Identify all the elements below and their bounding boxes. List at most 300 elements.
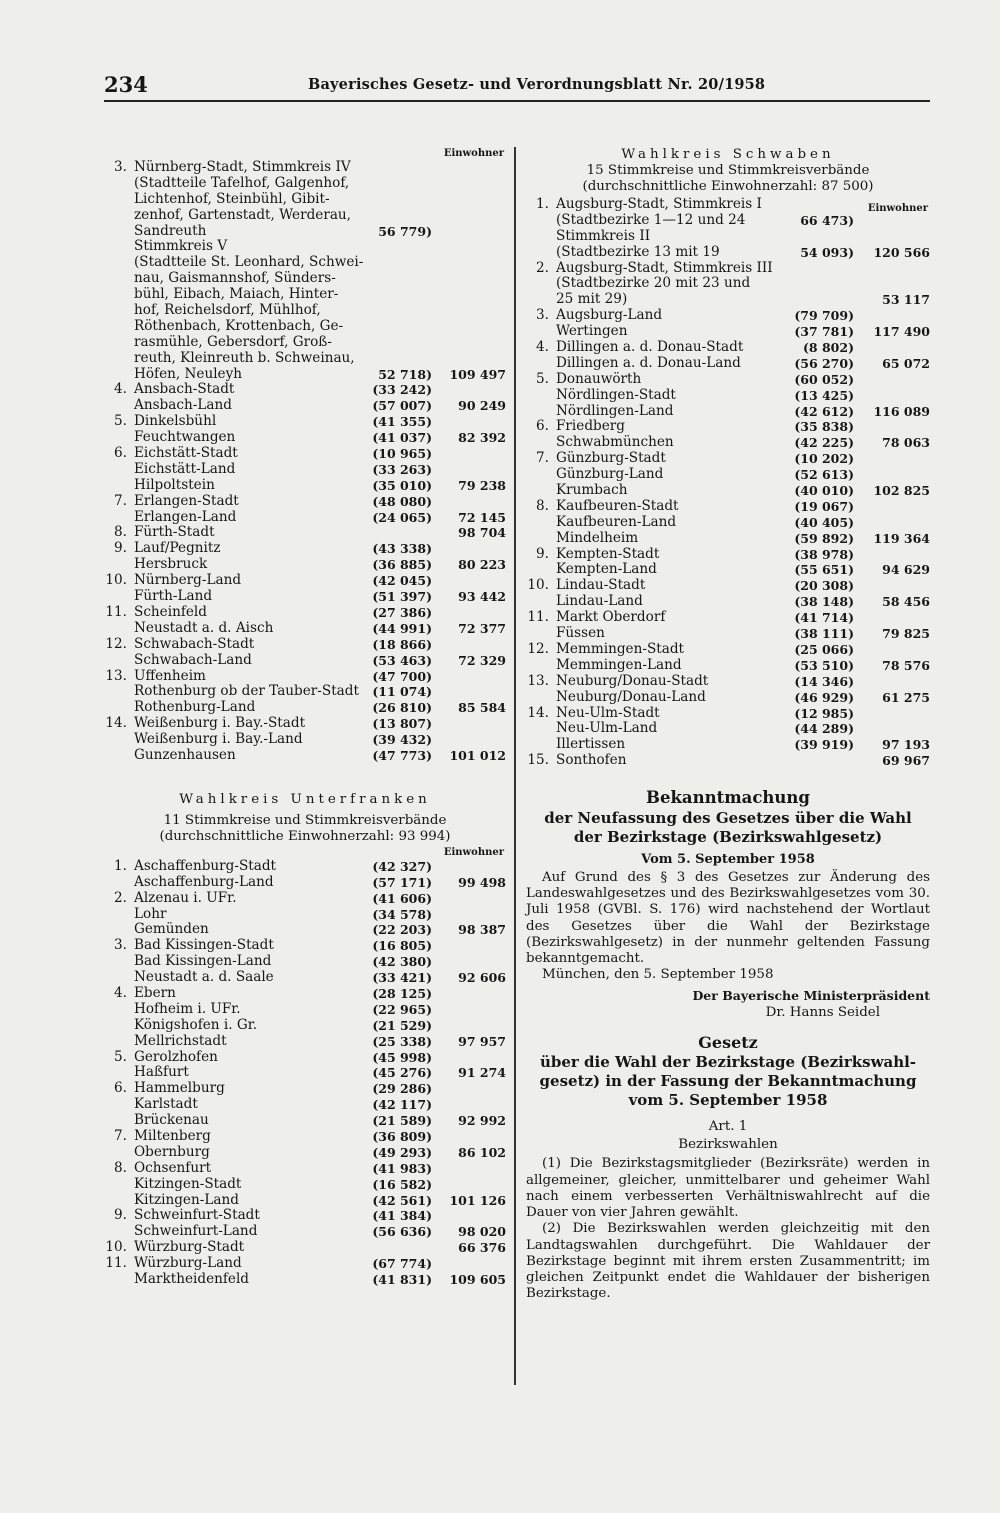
row-number: 8. (114, 1159, 127, 1176)
right-column (526, 146, 930, 1302)
constituency-total: 97 193 (882, 737, 930, 753)
left-column (104, 146, 506, 1288)
district-population: (26 810) (372, 700, 432, 716)
constituency-total: 72 329 (458, 652, 506, 668)
district-name: Gemünden (134, 921, 209, 938)
district-name: Donauwörth (556, 370, 642, 387)
district-population: (13 425) (794, 387, 854, 403)
district-row (104, 573, 506, 589)
district-row (104, 176, 506, 192)
district-population: (16 582) (372, 1176, 432, 1192)
district-row (104, 303, 506, 319)
district-row (526, 324, 930, 340)
gesetz-title: Gesetz (698, 1033, 758, 1053)
district-population: (41 606) (372, 890, 432, 906)
district-population: (59 892) (794, 530, 854, 546)
district-name: Friedberg (556, 418, 625, 435)
district-name: Obernburg (134, 1143, 210, 1160)
constituency-total: 69 967 (882, 753, 930, 769)
constituency-total: 98 020 (458, 1224, 506, 1240)
row-number: 4. (114, 381, 127, 398)
district-name: Aschaffenburg-Land (134, 873, 274, 890)
wahlkreis-subtitle: 11 Stimmkreise und Stimmkreisverbände (163, 812, 447, 828)
row-number: 4. (536, 339, 549, 356)
district-row (104, 1161, 506, 1177)
row-number: 1. (114, 857, 127, 874)
district-row (526, 261, 930, 277)
district-row (104, 208, 506, 224)
district-name: Ochsenfurt (134, 1159, 212, 1176)
district-row (104, 605, 506, 621)
district-population: (33 242) (372, 382, 432, 398)
district-name: (Stadtbezirke 20 mit 23 und (556, 275, 751, 292)
district-row (104, 1193, 506, 1209)
district-row (526, 245, 930, 261)
district-population: 54 093) (800, 244, 854, 260)
row-number: 6. (114, 445, 127, 462)
district-name: Scheinfeld (134, 603, 207, 620)
district-name: Sandreuth (134, 222, 207, 239)
district-row (104, 859, 506, 875)
district-row (104, 351, 506, 367)
constituency-total: 86 102 (458, 1144, 506, 1160)
gesetz-subtitle: gesetz) in der Fassung der Bekanntmachung (539, 1072, 917, 1091)
district-row (526, 626, 930, 642)
district-population: (40 010) (794, 483, 854, 499)
district-name: Königshofen i. Gr. (134, 1016, 258, 1033)
district-row (526, 419, 930, 435)
district-population: (25 066) (794, 641, 854, 657)
district-name: Günzburg-Land (556, 466, 664, 483)
district-name: Uffenheim (134, 667, 206, 684)
district-row (104, 1208, 506, 1224)
row-number: 7. (114, 1127, 127, 1144)
district-row (526, 276, 930, 292)
district-name: Augsburg-Stadt, Stimmkreis I (556, 196, 762, 212)
district-name: Lohr (134, 905, 167, 922)
district-name: Gerolzhofen (134, 1048, 218, 1065)
row-number: 8. (536, 497, 549, 514)
district-name: Kempten-Land (556, 561, 657, 578)
district-population: (42 117) (372, 1097, 432, 1113)
district-name: nau, Gaismannshof, Sünders- (134, 270, 336, 287)
district-name: Aschaffenburg-Stadt (134, 857, 277, 874)
district-row (526, 229, 930, 245)
district-population: (52 613) (794, 467, 854, 483)
district-name: Würzburg-Stadt (134, 1239, 245, 1256)
district-name: bühl, Eibach, Maiach, Hinter- (134, 286, 339, 303)
row-number: 5. (536, 370, 549, 387)
district-row (526, 308, 930, 324)
district-row (526, 499, 930, 515)
district-row (526, 372, 930, 388)
district-name: Eichstätt-Land (134, 460, 236, 477)
district-name: Lindau-Stadt (556, 577, 646, 594)
district-name: Schwabach-Stadt (134, 635, 255, 652)
district-population: 66 473) (800, 212, 854, 228)
district-name: Lindau-Land (556, 593, 643, 610)
district-row (104, 287, 506, 303)
district-population: (45 276) (372, 1065, 432, 1081)
district-population: (56 270) (794, 355, 854, 371)
gesetz-subtitle: über die Wahl der Bezirkstage (Bezirkswahl- (539, 1053, 917, 1072)
constituency-total: 120 566 (873, 244, 930, 260)
district-name: reuth, Kleinreuth b. Schweinau, (134, 349, 355, 366)
district-name: Feuchtwangen (134, 429, 236, 446)
district-name: Rothenburg ob der Tauber-Stadt (134, 683, 359, 700)
district-row (104, 986, 506, 1002)
einwohner-label: Einwohner (867, 203, 928, 214)
district-row (526, 467, 930, 483)
district-row (104, 700, 506, 716)
constituency-total: 109 497 (449, 366, 506, 382)
district-population: (36 809) (372, 1128, 432, 1144)
district-name: Illertissen (556, 736, 626, 753)
district-row (104, 732, 506, 748)
district-row (104, 1256, 506, 1272)
district-name: Erlangen-Land (134, 508, 237, 525)
row-number: 11. (527, 609, 549, 626)
district-population: (12 985) (794, 705, 854, 721)
district-population: (21 529) (372, 1017, 432, 1033)
district-population: (42 225) (794, 435, 854, 451)
district-row (104, 1002, 506, 1018)
district-population: (18 866) (372, 636, 432, 652)
schwaben-list (526, 195, 930, 769)
district-population: (47 700) (372, 668, 432, 684)
district-name: Karlstadt (134, 1096, 198, 1113)
district-row (526, 451, 930, 467)
district-name: Höfen, Neuleyh (134, 365, 243, 382)
district-population: (38 111) (794, 626, 854, 642)
district-name: Kitzingen-Stadt (134, 1175, 242, 1192)
district-name: Augsburg-Land (556, 307, 663, 324)
row-number: 3. (536, 307, 549, 324)
constituency-total: 78 063 (882, 435, 930, 451)
einwohner-header (104, 146, 506, 160)
bekanntmachung-date: Vom 5. September 1958 (641, 852, 815, 868)
district-population: (19 067) (794, 498, 854, 514)
district-row (526, 356, 930, 372)
district-population: (27 386) (372, 604, 432, 620)
constituency-total: 85 584 (458, 700, 506, 716)
district-name: Neuburg/Donau-Stadt (556, 672, 709, 689)
constituency-total: 102 825 (873, 483, 930, 499)
district-row (104, 224, 506, 240)
bekanntmachung-title: Bekanntmachung (646, 788, 810, 808)
district-row (526, 706, 930, 722)
district-row (526, 658, 930, 674)
row-number: 7. (536, 450, 549, 467)
district-name: Schweinfurt-Land (134, 1223, 258, 1240)
district-row (526, 610, 930, 626)
district-population: (41 037) (372, 430, 432, 446)
district-population: (39 432) (372, 732, 432, 748)
district-name: Dillingen a. d. Donau-Stadt (556, 339, 744, 356)
district-population: (25 338) (372, 1033, 432, 1049)
district-name: Kaufbeuren-Land (556, 513, 677, 530)
wahlkreis-subtitle: (durchschnittliche Einwohnerzahl: 93 994) (159, 828, 451, 844)
district-row (526, 404, 930, 420)
district-row (104, 255, 506, 271)
district-population: (39 919) (794, 737, 854, 753)
district-population: (53 463) (372, 652, 432, 668)
constituency-total: 94 629 (882, 562, 930, 578)
district-population: (56 636) (372, 1224, 432, 1240)
district-row (104, 1224, 506, 1240)
district-population: (28 125) (372, 985, 432, 1001)
district-name: Bad Kissingen-Land (134, 953, 272, 970)
article-title: Bezirkswahlen (678, 1137, 778, 1153)
district-row (526, 435, 930, 451)
district-name: Kempten-Stadt (556, 545, 660, 562)
district-row (526, 483, 930, 499)
constituency-total: 79 238 (458, 477, 506, 493)
district-population: (45 998) (372, 1049, 432, 1065)
district-row (104, 1129, 506, 1145)
district-row (526, 531, 930, 547)
district-row (526, 690, 930, 706)
district-row (104, 478, 506, 494)
row-number: 3. (114, 159, 127, 175)
wahlkreis-subtitle: (durchschnittliche Einwohnerzahl: 87 500) (582, 179, 874, 194)
row-number: 11. (105, 1255, 127, 1272)
district-row (104, 430, 506, 446)
row-number: 7. (114, 492, 127, 509)
district-row (104, 1145, 506, 1161)
constituency-total: 72 377 (458, 620, 506, 636)
bekanntmachung-subtitle: der Bezirkstage (Bezirkswahlgesetz) (573, 828, 883, 847)
district-row (104, 541, 506, 557)
einwohner-label: Einwohner (443, 846, 504, 858)
district-name: Neustadt a. d. Saale (134, 969, 274, 986)
constituency-total: 78 576 (882, 657, 930, 673)
district-row (526, 721, 930, 737)
district-name: hof, Reichelsdorf, Mühlhof, (134, 302, 321, 319)
column-divider (514, 147, 516, 1385)
page-number: 234 (104, 72, 148, 97)
district-name: Augsburg-Stadt, Stimmkreis III (556, 259, 773, 276)
district-population: (53 510) (794, 657, 854, 673)
row-number: 6. (536, 418, 549, 435)
district-population: (22 965) (372, 1001, 432, 1017)
district-name: Nürnberg-Land (134, 572, 242, 589)
district-population: (41 714) (794, 610, 854, 626)
district-population: (79 709) (794, 308, 854, 324)
district-row (104, 907, 506, 923)
district-row (104, 462, 506, 478)
district-row (104, 525, 506, 541)
district-name: Günzburg-Stadt (556, 450, 666, 467)
constituency-total: 80 223 (458, 557, 506, 573)
wahlkreis-title: Wahlkreis Unterfranken (179, 791, 431, 807)
unterfranken-list (104, 859, 506, 1288)
district-row (104, 271, 506, 287)
district-row (526, 547, 930, 563)
district-name: Markt Oberdorf (556, 609, 666, 626)
row-number: 4. (114, 984, 127, 1001)
district-population: (49 293) (372, 1144, 432, 1160)
mittelfranken-list (104, 160, 506, 764)
district-row (104, 637, 506, 653)
district-name: Memmingen-Stadt (556, 640, 684, 657)
district-row (104, 446, 506, 462)
district-name: Nürnberg-Stadt, Stimmkreis IV (134, 159, 351, 175)
district-name: rasmühle, Gebersdorf, Groß- (134, 333, 332, 350)
district-name: Nördlingen-Stadt (556, 386, 676, 403)
row-number: 2. (536, 259, 549, 276)
district-population: (42 380) (372, 954, 432, 970)
row-number: 12. (105, 635, 127, 652)
district-name: Fürth-Stadt (134, 524, 215, 541)
district-population: (41 831) (372, 1272, 432, 1287)
row-number: 3. (114, 937, 127, 954)
district-name: Kaufbeuren-Stadt (556, 497, 679, 514)
district-name: Schwabach-Land (134, 651, 252, 668)
constituency-total: 91 274 (458, 1065, 506, 1081)
row-number: 10. (105, 1239, 127, 1256)
district-population: (41 384) (372, 1208, 432, 1224)
district-row (104, 319, 506, 335)
district-name: Kitzingen-Land (134, 1191, 239, 1208)
constituency-total: 99 498 (458, 874, 506, 890)
district-name: Memmingen-Land (556, 656, 682, 673)
district-row (526, 340, 930, 356)
district-row (104, 510, 506, 526)
constituency-total: 98 704 (458, 525, 506, 541)
district-name: Füssen (556, 625, 605, 642)
constituency-total: 58 456 (882, 594, 930, 610)
constituency-total: 101 012 (449, 747, 506, 763)
district-name: Gunzenhausen (134, 746, 236, 763)
district-population: (51 397) (372, 589, 432, 605)
district-row (104, 875, 506, 891)
district-name: Fürth-Land (134, 588, 213, 605)
district-population: (13 807) (372, 716, 432, 732)
district-population: (60 052) (794, 371, 854, 387)
district-name: Alzenau i. UFr. (134, 889, 237, 906)
district-population: (8 802) (803, 340, 854, 356)
district-name: Haßfurt (134, 1064, 189, 1081)
district-name: Neu-Ulm-Stadt (556, 704, 660, 721)
district-population: (57 007) (372, 398, 432, 414)
district-row (104, 684, 506, 700)
district-population: (33 421) (372, 970, 432, 986)
district-row (104, 398, 506, 414)
constituency-total: 90 249 (458, 398, 506, 414)
district-row (104, 367, 506, 383)
constituency-total: 72 145 (458, 509, 506, 525)
signer-title: Der Bayerische Ministerpräsident (692, 988, 930, 1004)
district-population: (36 885) (372, 557, 432, 573)
district-name: Eichstätt-Stadt (134, 445, 238, 462)
constituency-total: 53 117 (882, 292, 930, 308)
district-name: Hilpoltstein (134, 476, 215, 493)
district-row (104, 1272, 506, 1288)
row-number: 1. (536, 196, 549, 212)
constituency-total: 98 387 (458, 922, 506, 938)
constituency-total: 109 605 (449, 1272, 506, 1287)
district-name: Weißenburg i. Bay.-Land (134, 731, 303, 748)
constituency-total: 119 364 (873, 530, 930, 546)
district-name: Neu-Ulm-Land (556, 720, 658, 737)
district-name: (Stadtteile St. Leonhard, Schwei- (134, 254, 364, 271)
constituency-total: 97 957 (458, 1033, 506, 1049)
district-row (526, 594, 930, 610)
district-population: (16 805) (372, 938, 432, 954)
constituency-total: 92 992 (458, 1113, 506, 1129)
district-row (104, 891, 506, 907)
row-number: 5. (114, 413, 127, 430)
district-population: (41 983) (372, 1160, 432, 1176)
district-population: (11 074) (372, 684, 432, 700)
row-number: 9. (536, 545, 549, 562)
district-population: (35 838) (794, 419, 854, 435)
district-row (104, 160, 506, 176)
district-population: (35 010) (372, 477, 432, 493)
district-row (104, 1177, 506, 1193)
district-name: Schweinfurt-Stadt (134, 1207, 260, 1224)
district-row (104, 414, 506, 430)
row-number: 6. (114, 1080, 127, 1097)
row-number: 15. (527, 752, 549, 769)
constituency-total: 65 072 (882, 355, 930, 371)
district-row (104, 970, 506, 986)
district-name: Brückenau (134, 1112, 209, 1129)
district-name: Hammelburg (134, 1080, 225, 1097)
district-population: (37 781) (794, 324, 854, 340)
district-name: Stimmkreis II (556, 227, 651, 244)
district-row (104, 1034, 506, 1050)
wahlkreis-subtitle: 15 Stimmkreise und Stimmkreisverbände (586, 163, 870, 178)
running-title: Bayerisches Gesetz- und Verordnungsblatt Nr. 20/1958 (308, 76, 766, 93)
district-name: Röthenbach, Krottenbach, Ge- (134, 317, 344, 334)
row-number: 9. (114, 540, 127, 557)
district-row (526, 197, 930, 213)
district-name: Nördlingen-Land (556, 402, 674, 419)
district-population: (33 263) (372, 461, 432, 477)
signer-name: Dr. Hanns Seidel (765, 1005, 880, 1021)
row-number: 14. (105, 715, 127, 732)
district-row (104, 653, 506, 669)
district-population: (41 355) (372, 414, 432, 430)
district-name: Schwabmünchen (556, 434, 674, 451)
bekanntmachung-body: Auf Grund des § 3 des Gesetzes zur Änderung des Landeswahlgesetzes und des Bezirkswahlgesetzes vom 30. Juli 1958 (GVBl. S. 176) wird nachstehend der Wortlaut des Gesetzes über die Wahl der Bezirkstage (Bezirkswahlgesetz) in der nunmehr geltenden Fassung bekanntgemacht. (526, 870, 930, 967)
article-paragraph: (2) Die Bezirkswahlen werden gleichzeitig mit den Landtagswahlen durchgeführt. Die Wahldauer der Bezirkstage beginnt mit ihrem ersten Zusammentritt; im gleichen Zeitpunkt endet die Wahldauer der bisherigen Bezirkstage. (526, 1221, 930, 1302)
district-row (526, 388, 930, 404)
row-number: 8. (114, 524, 127, 541)
district-population: (46 929) (794, 689, 854, 705)
district-name: Ansbach-Stadt (134, 381, 235, 398)
row-number: 13. (527, 672, 549, 689)
district-population: (43 338) (372, 541, 432, 557)
article-number: Art. 1 (708, 1119, 748, 1135)
district-population: (10 202) (794, 451, 854, 467)
district-row (104, 748, 506, 764)
district-name: Rothenburg-Land (134, 699, 256, 716)
district-name: Erlangen-Stadt (134, 492, 239, 509)
district-row (526, 674, 930, 690)
district-name: (Stadtteile Tafelhof, Galgenhof, (134, 174, 350, 191)
district-name: Neuburg/Donau-Land (556, 688, 706, 705)
district-row (104, 239, 506, 255)
district-population: (29 286) (372, 1081, 432, 1097)
district-population: (22 203) (372, 922, 432, 938)
district-row (526, 213, 930, 229)
row-number: 2. (114, 889, 127, 906)
einwohner-header (104, 845, 506, 859)
district-row (104, 557, 506, 573)
